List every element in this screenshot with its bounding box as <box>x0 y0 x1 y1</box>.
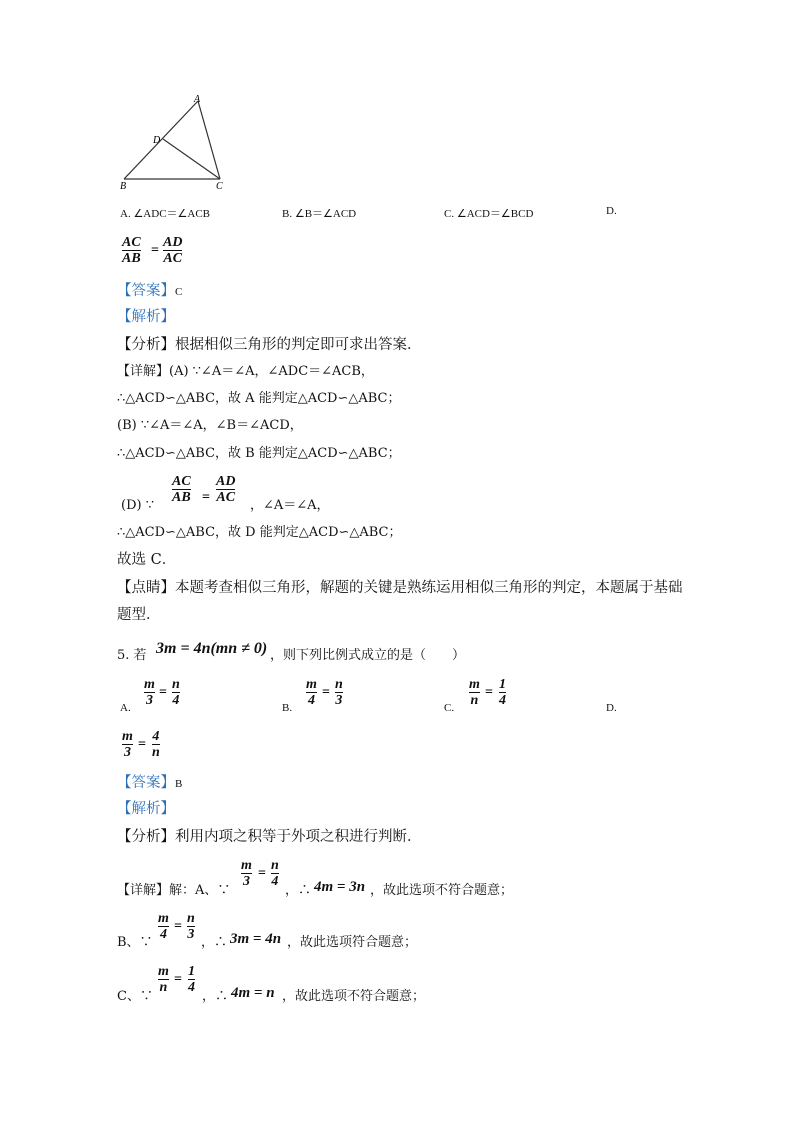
q5-option-d-frac-1 <box>122 729 133 760</box>
q5-option-c-label: C. <box>444 702 455 714</box>
equals-sign: = <box>159 685 167 700</box>
segment-dc <box>163 139 220 179</box>
q5-option-d-frac-2 <box>152 729 160 760</box>
frac-den: n <box>159 980 168 995</box>
q4-answer <box>117 282 182 301</box>
q5-detail-c-expr: 4m = n <box>231 985 275 1001</box>
frac-den: 3 <box>242 874 250 889</box>
frac-den: 4 <box>307 693 315 708</box>
answer-value: B <box>175 778 183 790</box>
q5-detail-a-expr: 4m = 3n <box>314 879 366 895</box>
equals-sign: = <box>138 737 146 752</box>
q5-jiexi-heading: 【解析】 <box>117 801 175 817</box>
side-ba <box>124 101 198 179</box>
q4-detail-5-prefix: (D) ∵ <box>121 498 154 513</box>
q5-detail-c-frac-1 <box>158 964 169 995</box>
q5-detail-b-frac-1 <box>158 911 169 942</box>
q4-detail-4: ∴△ACD∽△ABC，故 B 能判定△ACD∽△ABC； <box>117 446 401 461</box>
q4-jiexi-heading: 【解析】 <box>117 309 175 325</box>
frac-den: n <box>470 693 479 708</box>
q4-detail-2: ∴△ACD∽△ABC，故 A 能判定△ACD∽△ABC； <box>117 391 401 406</box>
label-a: A <box>194 94 201 105</box>
q5-option-c-frac-2 <box>499 677 506 708</box>
q4-detail-3: (B) ∵∠A＝∠A，∠B＝∠ACD， <box>117 418 303 433</box>
frac-num: n <box>187 911 195 926</box>
frac-num: AC <box>122 235 141 250</box>
frac-num: 1 <box>188 964 195 979</box>
frac-den: 4 <box>188 980 195 995</box>
frac-num: n <box>172 677 180 692</box>
equals-sign: = <box>174 919 182 934</box>
q4-detail-6: ∴△ACD∽△ABC，故 D 能判定△ACD∽△ABC； <box>117 525 402 540</box>
q4-detail-5-frac-right <box>216 474 235 505</box>
equals-sign: = <box>258 866 266 881</box>
equals-sign: = <box>151 243 159 258</box>
triangle-figure <box>112 90 242 195</box>
frac-den: 4 <box>271 874 279 889</box>
frac-den: n <box>152 745 160 760</box>
q5-answer <box>117 774 182 793</box>
q5-option-a-label: A. <box>120 702 131 714</box>
q4-detail-5-suffix: ，∠A＝∠A， <box>250 498 330 513</box>
frac-den: AC <box>163 251 183 266</box>
q4-detail-5-frac-left <box>172 474 191 505</box>
equals-sign: = <box>322 685 330 700</box>
frac-den: 4 <box>172 693 180 708</box>
q5-detail-a-mid: ，∴ <box>285 883 312 898</box>
q5-detail-a-frac-2 <box>271 858 279 889</box>
q4-dianjing-line-2: 题型． <box>117 607 161 623</box>
frac-den: 4 <box>499 693 506 708</box>
side-ac <box>198 101 220 179</box>
frac-num: m <box>122 729 133 744</box>
q5-number: 5. 若 <box>117 648 147 663</box>
q5-detail-c-suffix: ，故此选项不符合题意； <box>282 989 426 1004</box>
frac-num: AD <box>216 474 236 489</box>
q5-detail-b-mid: ，∴ <box>201 935 228 950</box>
q5-detail-c-frac-2 <box>188 964 195 995</box>
q4-option-b: B. ∠B＝∠ACD <box>282 208 357 220</box>
frac-num: 4 <box>152 729 160 744</box>
frac-num: n <box>335 677 343 692</box>
frac-num: m <box>469 677 480 692</box>
frac-num: n <box>271 858 279 873</box>
q5-detail-c-mid: ，∴ <box>202 989 229 1004</box>
equals-sign: = <box>174 972 182 987</box>
frac-den: 3 <box>145 693 153 708</box>
frac-num: m <box>158 964 169 979</box>
frac-num: m <box>306 677 317 692</box>
frac-num: m <box>158 911 169 926</box>
label-b: B <box>120 181 127 192</box>
q5-detail-c-prefix: C、∵ <box>117 989 153 1004</box>
q5-condition: 3m = 4n(mn ≠ 0) <box>156 640 268 657</box>
q5-detail-b-suffix: ，故此选项符合题意； <box>287 935 418 950</box>
q4-option-a: A. ∠ADC＝∠ACB <box>120 208 211 220</box>
frac-den: AC <box>216 490 236 505</box>
q4-option-d-frac-right <box>163 235 182 266</box>
frac-num: m <box>241 858 252 873</box>
answer-value: C <box>175 286 183 298</box>
q5-option-a-frac-1 <box>144 677 155 708</box>
q5-stem-suffix: ，则下列比例式成立的是（ ） <box>270 648 466 663</box>
frac-num: AC <box>172 474 191 489</box>
frac-num: m <box>144 677 155 692</box>
frac-den: AB <box>172 490 191 505</box>
answer-tag: 【答案】 <box>117 283 175 299</box>
q5-option-b-label: B. <box>282 702 293 714</box>
q5-detail-b-frac-2 <box>187 911 195 942</box>
label-c: C <box>216 181 223 192</box>
q5-option-c-frac-1 <box>469 677 480 708</box>
q5-detail-a-suffix: ，故此选项不符合题意； <box>370 883 514 898</box>
q4-dianjing-line-1: 【点睛】本题考查相似三角形，解题的关键是熟练运用相似三角形的判定，本题属于基础 <box>117 580 683 596</box>
q5-detail-b-prefix: B、∵ <box>117 935 153 950</box>
q5-option-a-frac-2 <box>172 677 180 708</box>
frac-den: 4 <box>159 927 167 942</box>
label-d: D <box>153 135 161 146</box>
equals-sign: = <box>485 685 493 700</box>
q4-detail-1: 【详解】(A) ∵∠A＝∠A，∠ADC＝∠ACB， <box>117 364 374 379</box>
q4-option-d-frac-left <box>122 235 141 266</box>
q5-option-d-label: D. <box>606 702 617 714</box>
frac-den: 3 <box>335 693 343 708</box>
q4-option-c: C. ∠ACD＝∠BCD <box>444 208 534 220</box>
q4-conclusion: 故选 C． <box>117 552 177 568</box>
q4-option-d: D. <box>606 205 617 217</box>
q5-option-b-frac-1 <box>306 677 317 708</box>
frac-num: AD <box>163 235 183 250</box>
frac-den: 3 <box>187 927 195 942</box>
q5-detail-a-frac-1 <box>241 858 252 889</box>
q5-option-b-frac-2 <box>335 677 343 708</box>
q4-fenxi: 【分析】根据相似三角形的判定即可求出答案． <box>117 337 422 353</box>
answer-tag: 【答案】 <box>117 775 175 791</box>
frac-den: 3 <box>123 745 131 760</box>
q5-fenxi: 【分析】利用内项之积等于外项之积进行判断． <box>117 829 422 845</box>
frac-num: 1 <box>499 677 506 692</box>
q5-detail-b-expr: 3m = 4n <box>230 931 282 947</box>
frac-den: AB <box>122 251 141 266</box>
q5-detail-a-prefix: 【详解】解：A、∵ <box>117 883 231 898</box>
equals-sign: = <box>202 490 210 505</box>
